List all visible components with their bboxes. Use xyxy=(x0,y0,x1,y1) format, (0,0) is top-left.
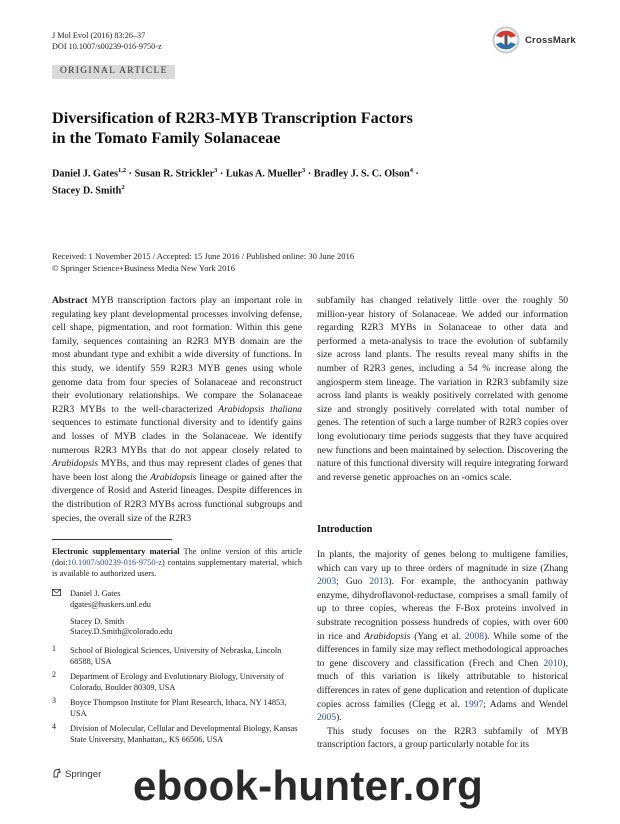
article-type-label: ORIGINAL ARTICLE xyxy=(60,66,168,76)
author-affiliation-sup: 3 xyxy=(214,167,218,174)
envelope-icon xyxy=(52,589,61,596)
author-name[interactable]: Susan R. Strickler xyxy=(134,168,215,180)
abstract-left-column xyxy=(52,294,302,525)
abstract-label: Abstract xyxy=(52,295,88,306)
author-affiliation-sup: 2 xyxy=(121,184,125,192)
doi-link[interactable]: 10.1007/s00239-016-9750-z xyxy=(67,557,162,567)
author-name[interactable]: Lukas A. Mueller xyxy=(225,168,302,180)
contact-name: Daniel J. Gates xyxy=(70,589,121,598)
title-line-2: in the Tomato Family Solanaceae xyxy=(52,129,281,147)
title-line-1: Diversification of R2R3-MYB Transcription Factors xyxy=(52,109,413,127)
esm-label: Electronic supplementary material xyxy=(52,547,180,556)
author-separator: · xyxy=(217,168,226,180)
citation-link[interactable]: 2013 xyxy=(369,576,389,588)
author-affiliation-sup: 4 xyxy=(409,167,413,174)
publisher-mark xyxy=(52,768,101,780)
citation-link[interactable]: 2008 xyxy=(464,630,484,642)
springer-horse-icon xyxy=(52,768,62,778)
intro-paragraph-1: In plants, the majority of genes belong to multigene families, which can vary up to three orders of magnitude in size (Zhang 2003; Guo 2013). For example, the anthocyanin pathway enzyme, dihydroflavonol-reductase, comprises a small family of up to three copies, whereas the F-Box proteins involved in substrate recognition possess hundreds of copies, with over 600 in rice and Arabidopsis (Yang et al. 2008). While some of the differences in family size may reflect methodological approaches to gene discovery and classification (Frech and Chen 2010), much of this variation is likely attributable to historical differences in rates of gene duplication and retention of duplicate copies across families (Clegg et al. 1997; Adams and Wendel 2005). xyxy=(317,549,568,724)
citation-link[interactable]: 2003 xyxy=(317,576,337,588)
author-affiliation-sup: 3 xyxy=(301,167,306,174)
publication-history xyxy=(52,251,354,274)
journal-citation xyxy=(52,30,162,52)
citation-link[interactable]: 2010 xyxy=(543,657,563,669)
doi-line: DOI 10.1007/s00239-016-9750-z xyxy=(52,42,162,51)
intro-paragraph-2: This study focuses on the R2R3 subfamily of MYB transcription factors, a group particularly notable for its xyxy=(317,725,568,751)
crossmark-icon xyxy=(492,26,522,54)
corresponding-authors xyxy=(52,589,302,638)
citation-link[interactable]: 1997 xyxy=(464,698,484,710)
crossmark-badge[interactable] xyxy=(492,26,582,54)
publisher-name: Springer xyxy=(65,769,102,780)
journal-volume: J Mol Evol (2016) 83:26–37 xyxy=(52,31,146,40)
author-affiliation-sup: 1,2 xyxy=(117,167,127,174)
author-separator: · xyxy=(412,168,419,180)
introduction-heading: Introduction xyxy=(317,524,373,535)
citation-link[interactable]: 2005 xyxy=(317,712,337,724)
abstract-continuation: subfamily has changed relatively little over the roughly 50 million-year history of Solanaceae. We added our information regarding R2R3 MYBs in Solanaceae to other data and performed a meta-analysis to trace the evolution of subfamily size across land plants. The results reveal many shifts in the number of R2R3 genes, including a 54 % increase along the angiosperm stem lineage. The variation in R2R3 subfamily size across land plants is weakly positively correlated with genome size and strongly positively correlated with total number of genes. The retention of such a large number of R2R3 copies over long evolutionary time periods suggests that they have acquired new functions and been maintained by selection. Discovering the nature of this functional diversity will require integrating forward and reverse genetic approaches on an -omics scale. xyxy=(317,295,568,483)
contact-name: Stacey D. Smith xyxy=(70,616,125,626)
paper-title xyxy=(52,108,552,148)
crossmark-label: CrossMark xyxy=(525,35,576,46)
abstract-paragraph: Abstract MYB transcription factors play an important role in regulating key plant developmental processes involving defense, cell shape, pigmentation, and root formation. Within this gene family, sequences containing an R2R3 MYB domain are the most abundant type and exhibit a wide diversity of functions. In this study, we identify 559 R2R3 MYB genes using whole genome data from four species of Solanaceae and reconstruct their evolutionary relationships. We compare the Solanaceae R2R3 MYBs to the well-characterized Arabidopsis thaliana sequences to estimate functional diversity and to identify gains and losses of MYB clades in the Solanaceae. We identify numerous R2R3 MYBs that do not appear closely related to Arabidopsis MYBs, and thus may represent clades of genes that have been lost along the Arabidopsis lineage or gained after the divergence of Rosid and Asterid lineages. Despite differences in the distribution of R2R3 MYBs across functional subgroups and species, the overall size of the R2R3 xyxy=(52,295,302,524)
supplementary-note: Electronic supplementary material The online version of this article (doi:10.1007/s00239-016-9750-z) contains supplementary material, which is available to authorized users. xyxy=(52,547,303,578)
abstract-right-column xyxy=(317,294,568,484)
footnote-divider xyxy=(52,539,172,540)
author-name[interactable]: Stacey D. Smith xyxy=(52,185,122,197)
author-list xyxy=(52,164,572,199)
copyright-line: © Springer Science+Business Media New York 2016 xyxy=(52,262,235,273)
author-name[interactable]: Bradley J. S. C. Olson xyxy=(313,168,410,180)
received-accepted-published: Received: 1 November 2015 / Accepted: 15 June 2016 / Published online: 30 June 2016 xyxy=(52,251,355,261)
contact-email[interactable]: dgates@huskers.unl.edu xyxy=(70,599,151,609)
article-type-badge xyxy=(52,65,175,79)
author-name[interactable]: Daniel J. Gates xyxy=(52,168,118,180)
contact-email[interactable]: Stacey.D.Smith@colorado.edu xyxy=(70,627,173,637)
introduction-body xyxy=(317,548,568,752)
author-separator: · xyxy=(305,168,314,180)
author-separator: · xyxy=(126,168,135,180)
site-watermark: ebook-hunter.org xyxy=(133,762,484,809)
